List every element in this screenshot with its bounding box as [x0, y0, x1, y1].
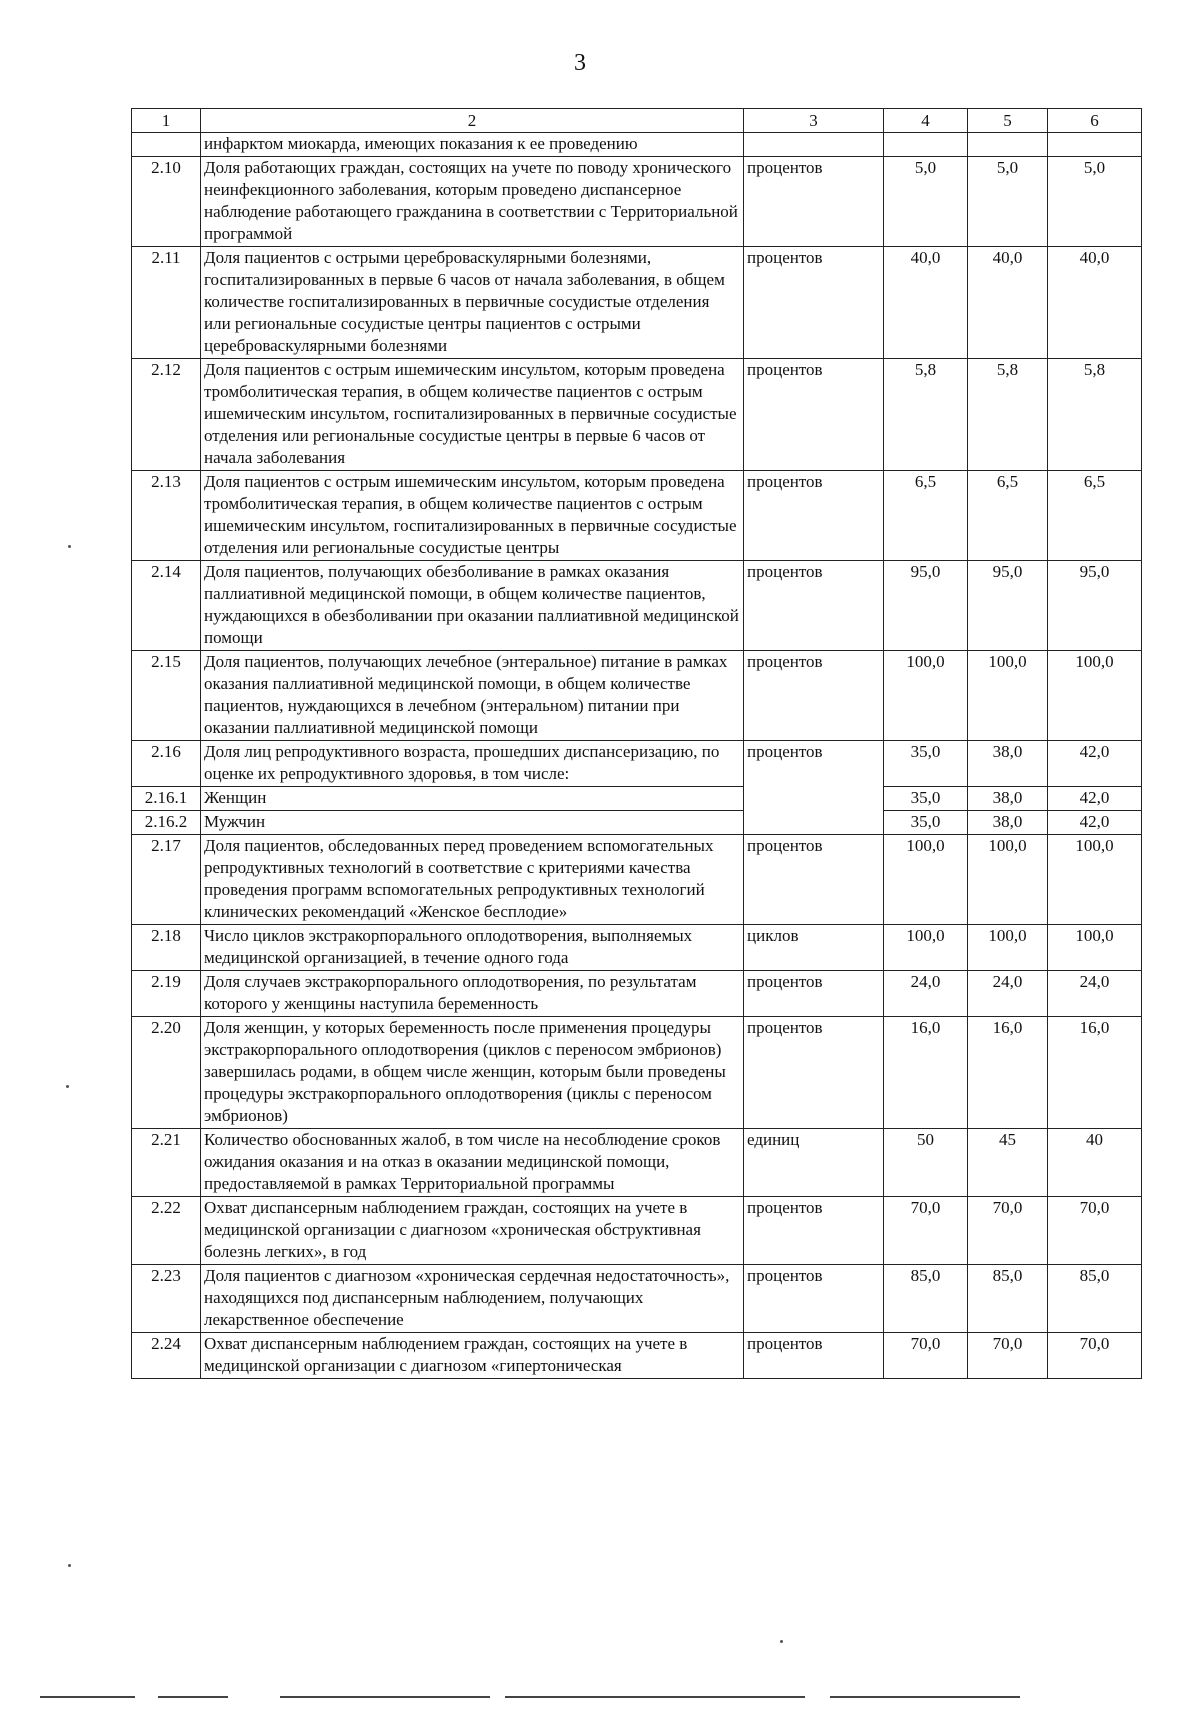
value-col5: 40,0 — [968, 247, 1048, 359]
table-row — [132, 1129, 1142, 1197]
table-header-row — [132, 109, 1142, 133]
unit-cell: процентов — [744, 157, 884, 247]
value-col6: 16,0 — [1048, 1017, 1142, 1129]
row-number: 2.21 — [132, 1129, 201, 1197]
indicator-text: Охват диспансерным наблюдением граждан, состоящих на учете в медицинской организации с диагнозом «хроническая обструктивная болезнь легких», в год — [201, 1197, 744, 1265]
row-number: 2.16.2 — [132, 811, 201, 835]
table-row — [132, 811, 1142, 835]
indicator-text: Доля пациентов, получающих обезболивание в рамках оказания паллиативной медицинской помощи, в общем количестве пациентов, нуждающихся в обезболивании при оказании паллиативной медицинской помощи — [201, 561, 744, 651]
unit-cell: процентов — [744, 651, 884, 741]
table-row — [132, 133, 1142, 157]
indicator-text: Доля пациентов с острым ишемическим инсультом, которым проведена тромболитическая терапия, в общем количестве пациентов с острым ишемическим инсультом, госпитализированных в первичные сосудистые отделения или региональные сосудистые центры — [201, 471, 744, 561]
table-row — [132, 741, 1142, 787]
value-col4: 100,0 — [884, 835, 968, 925]
table-row — [132, 359, 1142, 471]
value-col4: 35,0 — [884, 787, 968, 811]
row-number: 2.15 — [132, 651, 201, 741]
value-col6: 6,5 — [1048, 471, 1142, 561]
row-number: 2.11 — [132, 247, 201, 359]
row-number: 2.13 — [132, 471, 201, 561]
scan-speck — [780, 1640, 783, 1643]
indicator-text: Доля пациентов, обследованных перед проведением вспомогательных репродуктивных технологий в соответствие с критериями качества проведения программ вспомогательных репродуктивных технологий клинических рекомендаций «Женское бесплодие» — [201, 835, 744, 925]
value-col4: 40,0 — [884, 247, 968, 359]
table-row — [132, 561, 1142, 651]
table-row — [132, 651, 1142, 741]
column-header: 6 — [1048, 109, 1142, 133]
unit-cell: процентов — [744, 1197, 884, 1265]
indicators-table — [131, 108, 1142, 1379]
scan-speck — [66, 1085, 69, 1088]
unit-cell: процентов — [744, 971, 884, 1017]
row-number: 2.16.1 — [132, 787, 201, 811]
value-col6: 100,0 — [1048, 835, 1142, 925]
value-col5: 100,0 — [968, 835, 1048, 925]
unit-cell: процентов — [744, 1265, 884, 1333]
value-col4: 70,0 — [884, 1333, 968, 1379]
indicator-text: Доля женщин, у которых беременность после применения процедуры экстракорпорального оплодотворения (циклов с переносом эмбрионов) завершилась родами, в общем числе женщин, которым были проведены процедуры экстракорпорального оплодотворения (циклы с переносом эмбрионов) — [201, 1017, 744, 1129]
table-row — [132, 1017, 1142, 1129]
indicator-text: Доля пациентов с острым ишемическим инсультом, которым проведена тромболитическая терапия, в общем количестве пациентов с острым ишемическим инсультом, госпитализированных в первичные сосудистые отделения или региональные сосудистые центры в первые 6 часов от начала заболевания — [201, 359, 744, 471]
value-col5: 5,8 — [968, 359, 1048, 471]
value-col5: 38,0 — [968, 811, 1048, 835]
value-col4: 100,0 — [884, 925, 968, 971]
table-row — [132, 787, 1142, 811]
column-header: 5 — [968, 109, 1048, 133]
value-col4: 35,0 — [884, 741, 968, 787]
table-row — [132, 157, 1142, 247]
value-col4: 85,0 — [884, 1265, 968, 1333]
value-col5: 95,0 — [968, 561, 1048, 651]
scan-edge-mark — [40, 1696, 135, 1698]
value-col6: 24,0 — [1048, 971, 1142, 1017]
table-row — [132, 1333, 1142, 1379]
row-number: 2.19 — [132, 971, 201, 1017]
scan-edge-mark — [280, 1696, 490, 1698]
scan-edge-mark — [505, 1696, 805, 1698]
value-col5: 38,0 — [968, 787, 1048, 811]
unit-cell: процентов — [744, 741, 884, 835]
row-number: 2.16 — [132, 741, 201, 787]
value-col4: 100,0 — [884, 651, 968, 741]
unit-cell: процентов — [744, 561, 884, 651]
value-col6: 95,0 — [1048, 561, 1142, 651]
value-col6: 70,0 — [1048, 1333, 1142, 1379]
table-row — [132, 1197, 1142, 1265]
scan-speck — [68, 1564, 71, 1567]
value-col5: 100,0 — [968, 925, 1048, 971]
column-header: 3 — [744, 109, 884, 133]
value-col4: 16,0 — [884, 1017, 968, 1129]
unit-cell: процентов — [744, 247, 884, 359]
value-col6: 5,8 — [1048, 359, 1142, 471]
value-col4: 6,5 — [884, 471, 968, 561]
value-col6: 5,0 — [1048, 157, 1142, 247]
indicator-text: Доля работающих граждан, состоящих на учете по поводу хронического неинфекционного заболевания, которым проведено диспансерное наблюдение работающего гражданина в соответствии с Территориальной программой — [201, 157, 744, 247]
row-number: 2.17 — [132, 835, 201, 925]
unit-cell: циклов — [744, 925, 884, 971]
value-col6 — [1048, 133, 1142, 157]
value-col4: 50 — [884, 1129, 968, 1197]
indicator-text: Количество обоснованных жалоб, в том числе на несоблюдение сроков ожидания оказания и на отказ в оказании медицинской помощи, предоставляемой в рамках Территориальной программы — [201, 1129, 744, 1197]
unit-cell: процентов — [744, 1017, 884, 1129]
table-row — [132, 971, 1142, 1017]
value-col5: 16,0 — [968, 1017, 1048, 1129]
value-col6: 40,0 — [1048, 247, 1142, 359]
value-col6: 70,0 — [1048, 1197, 1142, 1265]
value-col5: 6,5 — [968, 471, 1048, 561]
table-row — [132, 247, 1142, 359]
unit-cell: процентов — [744, 471, 884, 561]
indicator-text: Число циклов экстракорпорального оплодотворения, выполняемых медицинской организацией, в течение одного года — [201, 925, 744, 971]
value-col4: 70,0 — [884, 1197, 968, 1265]
indicator-text: инфарктом миокарда, имеющих показания к ее проведению — [201, 133, 744, 157]
value-col5: 45 — [968, 1129, 1048, 1197]
unit-cell — [744, 133, 884, 157]
value-col6: 100,0 — [1048, 925, 1142, 971]
unit-cell: единиц — [744, 1129, 884, 1197]
value-col5: 5,0 — [968, 157, 1048, 247]
value-col6: 40 — [1048, 1129, 1142, 1197]
indicator-text: Охват диспансерным наблюдением граждан, состоящих на учете в медицинской организации с диагнозом «гипертоническая — [201, 1333, 744, 1379]
value-col5: 70,0 — [968, 1333, 1048, 1379]
row-number: 2.20 — [132, 1017, 201, 1129]
unit-cell: процентов — [744, 1333, 884, 1379]
value-col6: 42,0 — [1048, 811, 1142, 835]
value-col6: 42,0 — [1048, 741, 1142, 787]
scan-speck — [68, 545, 71, 548]
value-col4 — [884, 133, 968, 157]
value-col5 — [968, 133, 1048, 157]
indicator-text: Доля пациентов с острыми цереброваскулярными болезнями, госпитализированных в первые 6 часов от начала заболевания, в общем количестве госпитализированных в первичные сосудистые отделения или региональные сосудистые центры пациентов с острыми цереброваскулярными болезнями — [201, 247, 744, 359]
row-number: 2.14 — [132, 561, 201, 651]
row-number: 2.12 — [132, 359, 201, 471]
value-col5: 85,0 — [968, 1265, 1048, 1333]
row-number: 2.24 — [132, 1333, 201, 1379]
scan-edge-mark — [830, 1696, 1020, 1698]
table-row — [132, 835, 1142, 925]
row-number: 2.10 — [132, 157, 201, 247]
table-row — [132, 471, 1142, 561]
indicator-text: Доля пациентов, получающих лечебное (энтеральное) питание в рамках оказания паллиативной медицинской помощи, в общем количестве пациентов, нуждающихся в лечебном (энтеральном) питании при оказании паллиативной медицинской помощи — [201, 651, 744, 741]
indicator-text: Доля лиц репродуктивного возраста, прошедших диспансеризацию, по оценке их репродуктивного здоровья, в том числе: — [201, 741, 744, 787]
value-col5: 100,0 — [968, 651, 1048, 741]
unit-cell: процентов — [744, 359, 884, 471]
value-col5: 38,0 — [968, 741, 1048, 787]
row-number: 2.22 — [132, 1197, 201, 1265]
indicator-text: Доля пациентов с диагнозом «хроническая сердечная недостаточность», находящихся под диспансерным наблюдением, получающих лекарственное обеспечение — [201, 1265, 744, 1333]
scan-edge-mark — [158, 1696, 228, 1698]
value-col6: 85,0 — [1048, 1265, 1142, 1333]
value-col6: 100,0 — [1048, 651, 1142, 741]
unit-cell: процентов — [744, 835, 884, 925]
indicator-text: Мужчин — [201, 811, 744, 835]
row-number: 2.23 — [132, 1265, 201, 1333]
column-header: 4 — [884, 109, 968, 133]
value-col4: 95,0 — [884, 561, 968, 651]
value-col4: 35,0 — [884, 811, 968, 835]
value-col5: 24,0 — [968, 971, 1048, 1017]
column-header: 1 — [132, 109, 201, 133]
indicator-text: Женщин — [201, 787, 744, 811]
value-col6: 42,0 — [1048, 787, 1142, 811]
table-row — [132, 1265, 1142, 1333]
row-number — [132, 133, 201, 157]
table-row — [132, 925, 1142, 971]
indicator-text: Доля случаев экстракорпорального оплодотворения, по результатам которого у женщины наступила беременность — [201, 971, 744, 1017]
row-number: 2.18 — [132, 925, 201, 971]
value-col4: 5,8 — [884, 359, 968, 471]
value-col5: 70,0 — [968, 1197, 1048, 1265]
column-header: 2 — [201, 109, 744, 133]
page-number: 3 — [574, 50, 586, 76]
value-col4: 24,0 — [884, 971, 968, 1017]
value-col4: 5,0 — [884, 157, 968, 247]
